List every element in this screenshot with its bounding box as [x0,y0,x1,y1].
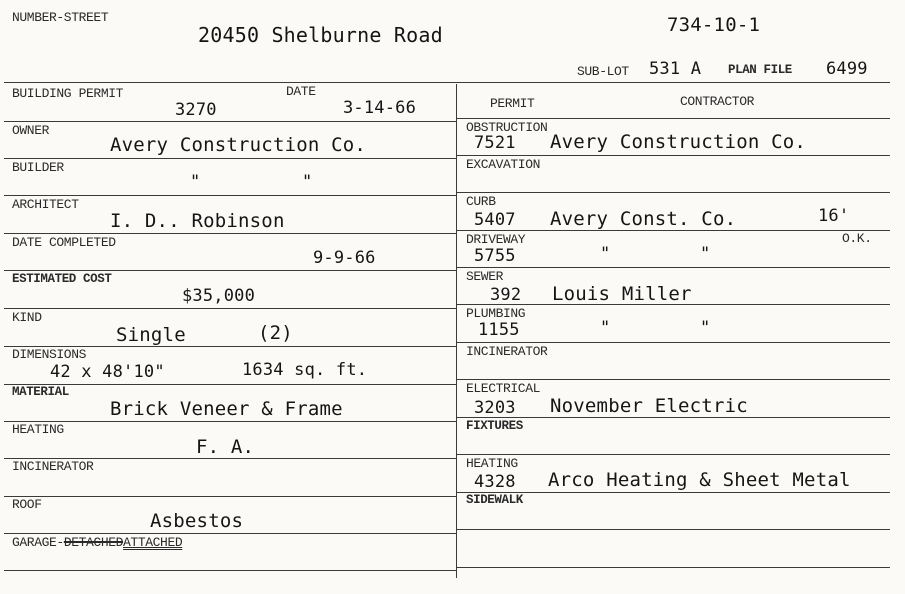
builder-label: BUILDER [12,160,64,175]
rule [4,496,456,497]
heating-label: HEATING [12,422,64,437]
kind-label: KIND [12,310,42,325]
obstruction-permit: 7521 [474,133,516,153]
fixtures-label: FIXTURES [466,419,523,433]
rule [456,192,890,193]
estimated-cost-value: $35,000 [182,286,256,306]
sidewalk-label: SIDEWALK [466,493,523,507]
rule [456,379,890,380]
roof-label: ROOF [12,497,42,512]
architect-label: ARCHITECT [12,197,79,212]
rule [456,267,890,268]
rule [456,454,890,455]
sub-lot-value: 531 A [649,59,702,79]
plumbing-ditto: " [700,318,711,338]
rule [456,82,890,83]
rule [4,308,456,309]
rule [4,570,456,571]
garage-label [12,535,182,550]
building-permit-value: 3270 [175,100,217,120]
rule [4,384,456,385]
area-value: 1634 sq. ft. [242,360,368,380]
curb-label: CURB [466,194,496,209]
rule [456,230,890,231]
plumbing-ditto: " [600,318,611,338]
rule [4,233,456,234]
kind-value: Single [116,324,186,346]
electrical-contractor: November Electric [550,395,748,417]
driveway-ditto: " [600,244,611,264]
driveway-label: DRIVEWAY [466,232,526,247]
plan-file-value: 6499 [826,59,868,79]
electrical-permit: 3203 [474,398,516,418]
rule [456,529,890,530]
curb-ok: O.K. [842,231,872,246]
heating-permit-label: HEATING [466,456,518,471]
plumbing-permit: 1155 [478,320,520,340]
curb-contractor: Avery Const. Co. [550,208,737,230]
owner-label: OWNER [12,123,50,138]
incinerator-permit-label: INCINERATOR [466,344,548,359]
rule [4,195,456,196]
garage-struck-text: DETACHED [63,535,124,550]
rule [456,342,890,343]
obstruction-label: OBSTRUCTION [466,120,548,135]
sewer-permit: 392 [490,285,522,305]
rule [4,158,456,159]
address: 20450 Shelburne Road [198,23,443,47]
sewer-label: SEWER [466,269,504,284]
garage-attached: ATTACHED [123,535,183,550]
electrical-label: ELECTRICAL [466,381,541,396]
date-completed-label: DATE COMPLETED [12,235,116,250]
incinerator-label: INCINERATOR [12,459,94,474]
plan-file-label: PLAN FILE [728,63,792,77]
dimensions-value: 42 x 48'10" [50,362,165,382]
heating-value: F. A. [196,436,255,458]
roof-value: Asbestos [150,510,244,532]
builder-ditto: " [302,172,313,192]
plumbing-label: PLUMBING [466,306,526,321]
rule [456,567,890,568]
sub-lot-label: SUB-LOT [577,64,629,79]
contractor-header: CONTRACTOR [680,94,755,109]
driveway-permit: 5755 [474,246,516,266]
rule [456,155,890,156]
curb-permit: 5407 [474,210,516,230]
curb-note: 16' [818,206,850,226]
excavation-label: EXCAVATION [466,157,541,172]
builder-ditto: " [190,172,201,192]
heating-permit: 4328 [474,472,516,492]
date-completed-value: 9-9-66 [313,248,376,268]
kind-extra: (2) [258,322,293,344]
date-value: 3-14-66 [343,98,417,118]
owner-value: Avery Construction Co. [110,134,367,156]
estimated-cost-label: ESTIMATED COST [12,272,112,286]
rule [4,82,456,83]
column-divider [456,84,457,578]
rule [4,533,456,534]
architect-value: I. D.. Robinson [110,210,285,232]
sewer-contractor: Louis Miller [552,283,692,305]
rule [4,121,456,122]
date-label: DATE [286,84,316,99]
heating-contractor: Arco Heating & Sheet Metal [548,469,851,491]
building-permit-label: BUILDING PERMIT [12,86,124,101]
obstruction-contractor: Avery Construction Co. [550,131,807,153]
material-value: Brick Veneer & Frame [110,398,343,420]
garage-prefix: GARAGE- [12,535,64,550]
rule [4,270,456,271]
rule [4,421,456,422]
rule [456,417,890,418]
material-label: MATERIAL [12,385,69,399]
rule [456,118,890,119]
permit-header: PERMIT [490,96,535,111]
driveway-ditto: " [700,244,711,264]
number-street-label: NUMBER-STREET [12,10,109,25]
file-number: 734-10-1 [667,14,761,36]
dimensions-label: DIMENSIONS [12,347,87,362]
